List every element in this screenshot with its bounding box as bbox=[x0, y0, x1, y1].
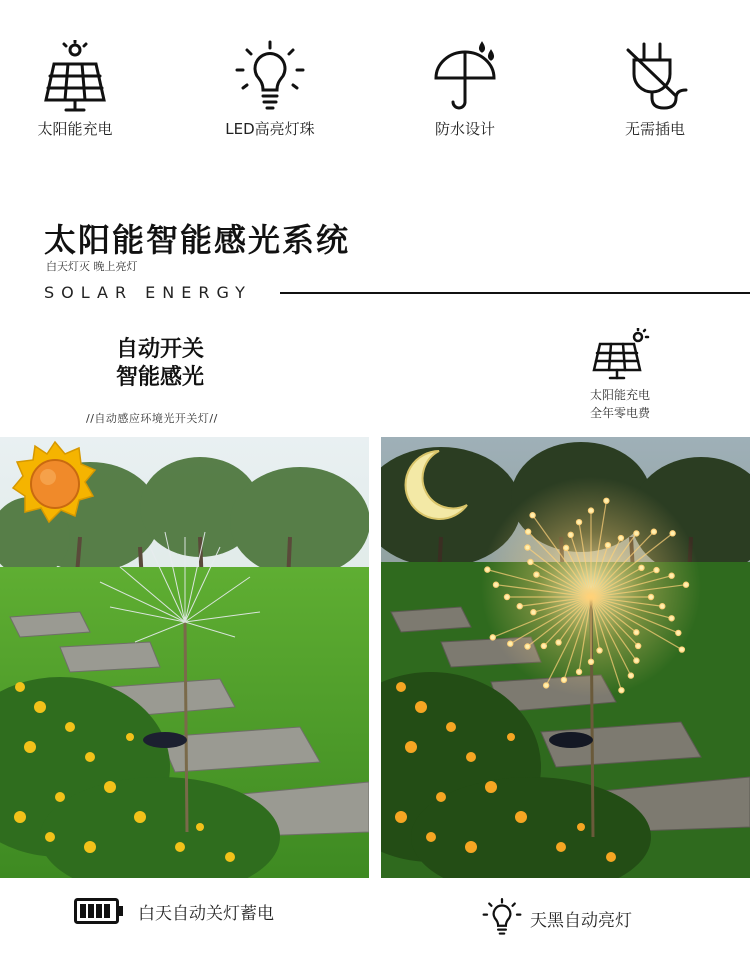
light-dot bbox=[568, 532, 573, 537]
solar-panel-icon bbox=[40, 40, 110, 112]
light-dot bbox=[683, 582, 688, 587]
solar-info bbox=[570, 328, 670, 422]
light-dot bbox=[508, 641, 513, 646]
feature-label: LED高亮灯珠 bbox=[225, 120, 315, 138]
light-dot bbox=[485, 567, 490, 572]
light-dot bbox=[634, 658, 639, 663]
light-dot bbox=[526, 529, 531, 534]
divider bbox=[280, 292, 750, 294]
light-dot bbox=[588, 508, 593, 513]
auto-line2: 智能感光 bbox=[116, 365, 205, 390]
light-dot bbox=[679, 647, 684, 652]
light-dot bbox=[651, 529, 656, 534]
light-dot bbox=[576, 669, 581, 674]
light-dot bbox=[531, 610, 536, 615]
light-dot bbox=[636, 643, 641, 648]
light-dot bbox=[563, 545, 568, 550]
light-dot bbox=[534, 572, 539, 577]
light-dot bbox=[490, 635, 495, 640]
light-dot bbox=[605, 543, 610, 548]
auto-hint: //自动感应环境光开关灯// bbox=[86, 412, 218, 425]
light-dot bbox=[670, 531, 675, 536]
light-dot bbox=[669, 573, 674, 578]
umbrella-rain-icon bbox=[430, 40, 500, 112]
light-dot bbox=[648, 594, 653, 599]
light-dot bbox=[660, 604, 665, 609]
section-subtitle: 白天灯灭 晚上亮灯 bbox=[46, 260, 138, 273]
day-photo bbox=[0, 437, 369, 878]
light-dot bbox=[556, 640, 561, 645]
light-dot bbox=[517, 604, 522, 609]
light-dot bbox=[619, 688, 624, 693]
night-caption-label: 天黑自动亮灯 bbox=[530, 910, 632, 931]
light-dot bbox=[576, 520, 581, 525]
day-caption-label: 白天自动关灯蓄电 bbox=[138, 903, 274, 924]
battery-icon bbox=[74, 898, 124, 924]
section-title: 太阳能智能感光系统 bbox=[44, 221, 351, 259]
light-dot bbox=[634, 630, 639, 635]
day-caption bbox=[74, 898, 274, 924]
light-dot bbox=[676, 630, 681, 635]
light-dot bbox=[530, 513, 535, 518]
light-dot bbox=[525, 545, 530, 550]
feature-solar bbox=[0, 40, 150, 139]
feature-label: 无需插电 bbox=[624, 120, 685, 138]
light-dot bbox=[493, 582, 498, 587]
light-dot bbox=[541, 643, 546, 648]
section-english: SOLAR ENERGY bbox=[44, 283, 252, 302]
night-caption bbox=[480, 898, 632, 938]
solar-info-line1: 太阳能充电 bbox=[589, 388, 650, 402]
light-dot bbox=[634, 531, 639, 536]
feature-no-plug bbox=[580, 40, 730, 139]
feature-led bbox=[195, 40, 345, 139]
light-dot bbox=[639, 565, 644, 570]
light-dot bbox=[525, 644, 530, 649]
light-dot bbox=[618, 535, 623, 540]
light-dot bbox=[544, 683, 549, 688]
light-bulb-icon bbox=[480, 898, 524, 938]
feature-label: 太阳能充电 bbox=[37, 120, 113, 138]
light-dot bbox=[597, 648, 602, 653]
light-dot bbox=[561, 677, 566, 682]
feature-waterproof bbox=[390, 40, 540, 139]
auto-switch-text bbox=[116, 336, 204, 392]
light-dot bbox=[604, 498, 609, 503]
light-dot bbox=[628, 673, 633, 678]
power-plug-icon bbox=[620, 40, 690, 112]
auto-line1: 自动开关 bbox=[116, 337, 205, 362]
feature-label: 防水设计 bbox=[434, 120, 495, 138]
solar-panel-icon bbox=[590, 328, 650, 382]
light-bulb-icon bbox=[235, 40, 305, 112]
light-dot bbox=[669, 616, 674, 621]
solar-info-line2: 全年零电费 bbox=[589, 406, 650, 420]
light-dot bbox=[654, 567, 659, 572]
light-dot bbox=[504, 594, 509, 599]
light-dot bbox=[528, 559, 533, 564]
light-dot bbox=[588, 659, 593, 664]
night-photo bbox=[381, 437, 750, 878]
